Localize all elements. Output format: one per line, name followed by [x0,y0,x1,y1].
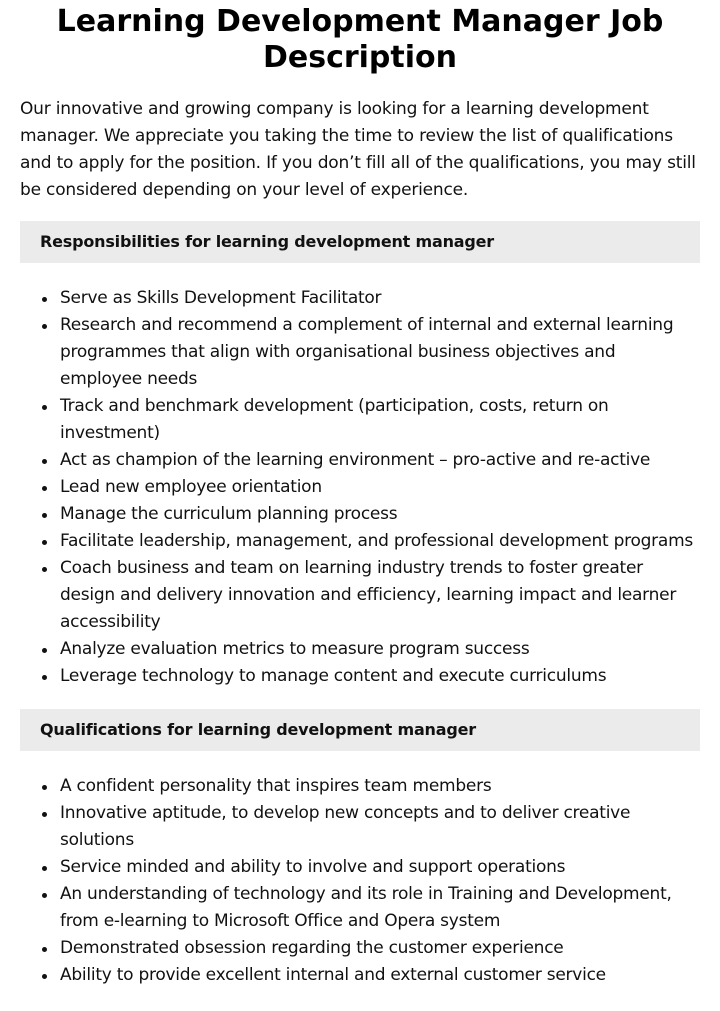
bullet-icon [42,486,47,491]
list-item-text: Demonstrated obsession regarding the customer experience [60,938,564,958]
bullet-icon [42,812,47,817]
list-item-text: Ability to provide excellent internal and external customer service [60,965,606,985]
responsibilities-list [20,285,700,690]
bullet-icon [42,513,47,518]
qualifications-heading: Qualifications for learning development manager [20,709,700,751]
list-item [20,447,700,474]
list-item-text: Innovative aptitude, to develop new concepts and to deliver creative solutions [60,803,631,850]
page-title: Learning Development Manager Job Description [56,4,664,75]
bullet-icon [42,540,47,545]
list-item-text: Facilitate leadership, management, and professional development programs [60,531,694,551]
list-item [20,312,700,393]
list-item-text: Track and benchmark development (participation, costs, return on investment) [60,396,609,443]
intro-paragraph: Our innovative and growing company is looking for a learning development manager. We appreciate you taking the time to review the list of qualifications and to apply for the position. If you don’t fill all of the qualifications, you may still be considered depending on your level of experience. [20,99,696,200]
list-item [20,528,700,555]
list-item [20,474,700,501]
list-item-text: Act as champion of the learning environment – pro-active and re-active [60,450,651,470]
list-item-text: Manage the curriculum planning process [60,504,398,524]
list-item [20,800,700,854]
list-item-text: Research and recommend a complement of internal and external learning programmes that align with organisational business objectives and employee needs [60,315,674,389]
list-item [20,555,700,636]
qualifications-list [20,773,700,989]
list-item-text: Analyze evaluation metrics to measure program success [60,639,530,659]
list-item-text: An understanding of technology and its role in Training and Development, from e-learning to Microsoft Office and Opera system [60,884,672,931]
list-item [20,935,700,962]
list-item [20,854,700,881]
list-item-text: Lead new employee orientation [60,477,322,497]
list-item [20,285,700,312]
list-item [20,773,700,800]
list-item-text: A confident personality that inspires team members [60,776,492,796]
bullet-icon [42,974,47,979]
bullet-icon [42,893,47,898]
list-item-text: Serve as Skills Development Facilitator [60,288,382,308]
bullet-icon [42,675,47,680]
list-item [20,663,700,690]
bullet-icon [42,324,47,329]
list-item-text: Leverage technology to manage content and execute curriculums [60,666,607,686]
bullet-icon [42,405,47,410]
list-item-text: Coach business and team on learning industry trends to foster greater design and delivery innovation and efficiency, learning impact and learner accessibility [60,558,677,632]
list-item-text: Service minded and ability to involve and support operations [60,857,566,877]
list-item [20,962,700,989]
bullet-icon [42,297,47,302]
bullet-icon [42,459,47,464]
responsibilities-heading: Responsibilities for learning development manager [20,221,700,263]
bullet-icon [42,947,47,952]
list-item [20,501,700,528]
list-item [20,881,700,935]
bullet-icon [42,567,47,572]
bullet-icon [42,785,47,790]
list-item [20,393,700,447]
bullet-icon [42,648,47,653]
bullet-icon [42,866,47,871]
list-item [20,636,700,663]
